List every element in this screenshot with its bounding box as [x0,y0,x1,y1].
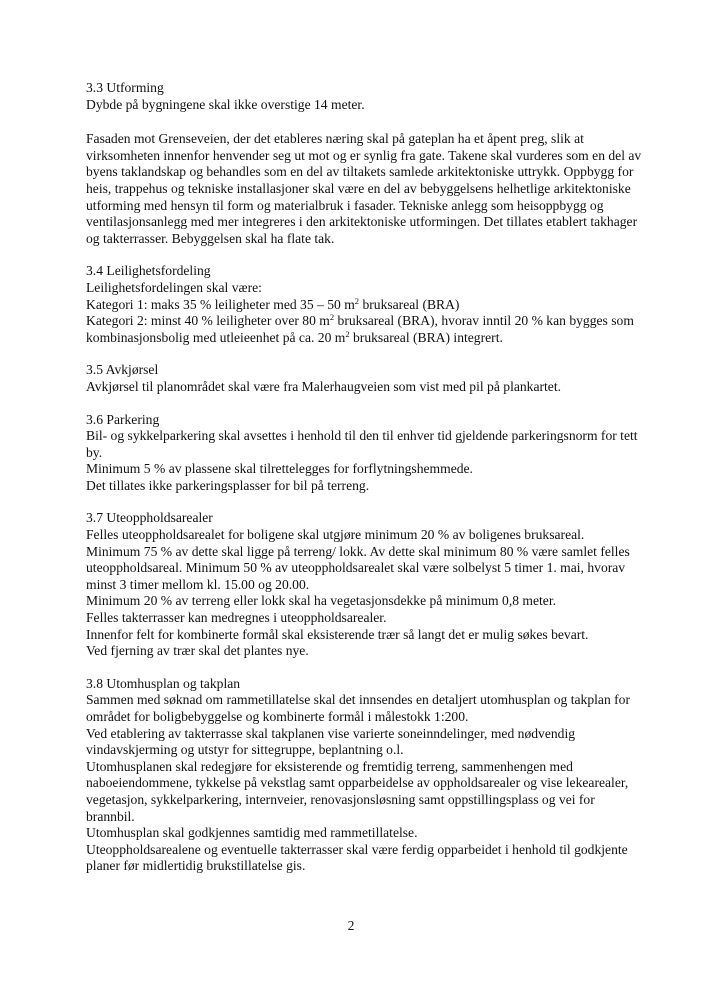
paragraph: Utomhusplanen skal redegjøre for eksisterende og fremtidig terreng, sammenhengen med naboeiendommene, tykkelse på vekstlag samt opparbeidelse av oppholdsarealer og vise lekearealer, vegetasjon, sykkelparkering, internveier, renovasjonsløsning samt oppstillingsplass og vei for brannbil. [86,758,629,824]
paragraph: Innenfor felt for kombinerte formål skal eksisterende trær så langt det er mulig søkes bevart. [86,626,589,642]
paragraph: Leilighetsfordelingen skal være: [86,279,262,295]
section-3-8 [86,676,646,875]
paragraph: Fasaden mot Grenseveien, der det etableres næring skal på gateplan ha et åpent preg, slik at virksomheten innenfor henvender seg ut mot og er synlig fra gate. Takene skal vurderes som en del av byens taklandskap og behandles som en del av tiltakets samlede arkitektoniske uttrykk. Oppbygg for heis, trappehus og tekniske installasjoner skal være en del av bebyggelsens helhetlige arkitektoniske utforming med hensyn til form og materialbruk i fasader. Tekniske anlegg som heisoppbygg og ventilasjonsanlegg med mer integreres i den arkitektoniske utformingen. Det tillates etablert takhager og takterrasser. Bebyggelsen skal ha flate tak. [86,131,642,246]
document-body [86,80,646,891]
paragraph: Minimum 75 % av dette skal ligge på terreng/ lokk. Av dette skal minimum 80 % være samlet felles uteoppholdsareal. Minimum 50 % av uteoppholdsarealet skal være solbelyst 5 timer 1. mai, hvorav minst 3 timer mellom kl. 15.00 og 20.00. [86,543,630,592]
superscript: 2 [354,295,360,306]
section-3-4 [86,263,646,346]
paragraph: Bil- og sykkelparkering skal avsettes i henhold til den til enhver tid gjeldende parkeringsnorm for tett by. [86,428,638,460]
section-heading: 3.8 Utomhusplan og takplan [86,675,241,691]
section-3-6 [86,412,646,495]
text-run: Kategori 2: minst 40 % leiligheter over 80 m [86,313,330,329]
paragraph: Minimum 5 % av plassene skal tilrettelegges for forflytningshemmede. [86,461,473,477]
paragraph: Det tillates ikke parkeringsplasser for bil på terreng. [86,477,370,493]
text-run: Kategori 1: maks 35 % leiligheter med 35 – 50 m [86,296,355,312]
page-number: 2 [347,918,355,933]
paragraph: Utomhusplan skal godkjennes samtidig med rammetillatelse. [86,825,418,841]
paragraph: Ved etablering av takterrasse skal takplanen vise varierte soneinndelinger, med nødvendig vindavskjerming og utstyr for sittegruppe, beplantning o.l. [86,725,576,758]
section-heading: 3.7 Uteoppholdsarealer [86,510,213,526]
paragraph: Dybde på bygningene skal ikke overstige 14 meter. [86,96,365,112]
paragraph: Avkjørsel til planområdet skal være fra Malerhaugveien som vist med pil på plankartet. [86,378,562,394]
superscript: 2 [329,312,335,323]
category-1-line [86,297,646,314]
section-heading: 3.6 Parkering [86,411,160,427]
text-run: bruksareal (BRA) [359,296,460,312]
paragraph: Ved fjerning av trær skal det plantes nye. [86,643,309,659]
paragraph: Uteoppholdsarealene og eventuelle takterrasser skal være ferdig opparbeidet i henhold til godkjente planer før midlertidig brukstillatelse gis. [86,841,628,874]
paragraph: Felles takterrasser kan medregnes i uteoppholdsarealer. [86,610,387,626]
section-3-7 [86,510,646,659]
paragraph: Felles uteoppholdsarealet for boligene skal utgjøre minimum 20 % av boligenes bruksareal. [86,527,585,543]
section-heading: 3.3 Utforming [86,80,164,95]
section-heading: 3.4 Leilighetsfordeling [86,263,211,279]
text-run: bruksareal (BRA) integrert. [349,329,503,345]
text-run: bruksareal (BRA), hvorav inntil 20 % kan bygges som kombinasjonsbolig med utleieenhet på ca. 20 m [86,313,634,345]
paragraph: Minimum 20 % av terreng eller lokk skal ha vegetasjonsdekke på minimum 0,8 meter. [86,593,557,609]
category-2-line [86,313,646,346]
section-heading: 3.5 Avkjørsel [86,362,159,378]
paragraph: Sammen med søknad om rammetillatelse skal det innsendes en detaljert utomhusplan og takplan for området for boligbebyggelse og kombinerte formål i målestokk 1:200. [86,692,630,724]
section-3-5 [86,362,646,395]
section-3-3 [86,80,646,247]
superscript: 2 [345,328,350,339]
